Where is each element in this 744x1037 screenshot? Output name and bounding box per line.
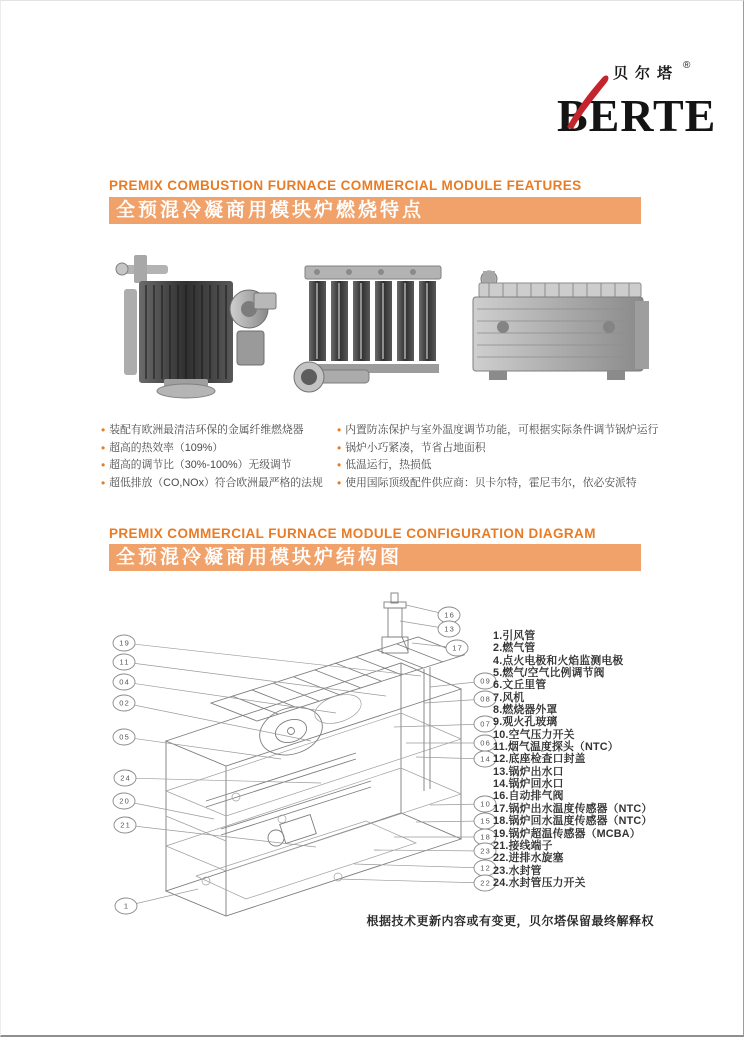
svg-text:20: 20: [119, 796, 130, 806]
parts-list-item: 21.接线端子: [493, 839, 553, 852]
svg-text:22: 22: [480, 878, 491, 888]
svg-text:15: 15: [480, 816, 491, 826]
svg-text:18: 18: [480, 832, 491, 842]
features-bullets-right: [337, 422, 659, 492]
diagram-callout: [394, 716, 496, 732]
diagram-callout: [416, 813, 496, 829]
product-photo-heat-exchanger-array: [289, 258, 458, 402]
feature-bullet: [337, 475, 659, 493]
svg-text:10: 10: [480, 799, 491, 809]
svg-text:07: 07: [480, 719, 491, 729]
parts-list-item: 13.锅炉出水口: [493, 765, 564, 778]
diagram-callout: [354, 860, 496, 876]
feature-bullet: [101, 457, 351, 475]
diagram-callouts-layer: [113, 605, 496, 914]
berte-logo: [555, 51, 715, 141]
logo-brand-cn: 贝尔塔: [613, 65, 680, 82]
parts-list-item: 14.锅炉回水口: [493, 778, 564, 791]
parts-list-item: 2.燃气管: [493, 642, 536, 655]
parts-list-item: 10.空气压力开关: [493, 728, 575, 741]
parts-list-item: 11.烟气温度探头（NTC）: [493, 741, 619, 754]
diagram-callout: [430, 673, 496, 689]
structure-section-banner: 全预混冷凝商用模块炉结构图: [109, 544, 641, 571]
svg-text:11: 11: [119, 657, 130, 667]
bullet-dot-icon: •: [101, 423, 106, 437]
bullet-text: 超高的调节比（30%-100%）无级调节: [109, 459, 292, 472]
parts-list-item: 7.风机: [493, 691, 525, 704]
svg-text:02: 02: [119, 698, 130, 708]
parts-list-item: 22.进排水旋塞: [493, 852, 564, 865]
features-section-banner: 全预混冷凝商用模块炉燃烧特点: [109, 197, 641, 224]
svg-text:1: 1: [123, 901, 130, 911]
svg-text:09: 09: [480, 676, 491, 686]
bullet-text: 超低排放（CO,NOx）符合欧洲最严格的法规: [109, 476, 323, 489]
diagram-callout: [115, 889, 198, 914]
bullet-dot-icon: •: [101, 440, 106, 455]
feature-bullet: [101, 475, 351, 493]
bullet-dot-icon: •: [337, 475, 342, 490]
parts-list-item: 18.锅炉回水温度传感器（NTC）: [493, 815, 653, 828]
parts-list-item: 23.水封管: [493, 864, 542, 877]
diagram-callout: [406, 735, 496, 751]
diagram-callout: [114, 770, 321, 786]
feature-bullet: [337, 440, 659, 458]
diagram-callout: [394, 829, 496, 845]
bullet-text: 低温运行，热损低: [345, 459, 432, 472]
berte-logo-graphic: [555, 51, 715, 141]
svg-text:06: 06: [480, 738, 491, 748]
svg-text:08: 08: [480, 694, 491, 704]
feature-bullet: [337, 422, 659, 440]
parts-list-item: 6.文丘里管: [493, 679, 547, 692]
bullet-dot-icon: •: [337, 423, 342, 437]
bullet-text: 锅炉小巧紧凑，节省占地面积: [345, 441, 486, 454]
parts-list-item: 19.锅炉超温传感器（MCBA）: [493, 827, 641, 840]
parts-list-item: 24.水封管压力开关: [493, 876, 586, 889]
parts-list-item: 4.点火电极和火焰监测电极: [493, 654, 624, 667]
parts-list-item: 16.自动排气阀: [493, 790, 564, 803]
diagram-callout: [400, 621, 460, 637]
feature-bullet: [101, 440, 351, 458]
product-photo-burner-module: [106, 251, 281, 406]
product-photo-module-boiler-block: [459, 263, 658, 398]
svg-text:24: 24: [120, 773, 131, 783]
heat-exchanger-array-image: [289, 258, 458, 397]
diagram-callout: [416, 751, 496, 767]
diagram-callout: [424, 691, 496, 707]
parts-list-item: 8.燃烧器外罩: [493, 704, 558, 717]
logo-brand-en: BERTE: [557, 90, 715, 141]
parts-list-item: 5.燃气/空气比例调节阀: [493, 667, 605, 680]
svg-text:19: 19: [119, 638, 130, 648]
diagram-callout: [406, 605, 460, 623]
diagram-callout: [113, 793, 214, 819]
feature-bullet: [101, 422, 351, 440]
boiler-wireframe-drawing: [166, 593, 464, 916]
feature-bullet: [337, 457, 659, 475]
diagram-callout: [338, 875, 496, 891]
parts-list-item: 12.底座检查口封盖: [493, 753, 586, 766]
diagram-callout: [113, 635, 421, 676]
bullet-text: 内置防冻保护与室外温度调节功能，可根据实际条件调节锅炉运行: [345, 424, 659, 436]
bullet-text: 使用国际顶级配件供应商：贝卡尔特，霍尼韦尔，依必安派特: [345, 476, 637, 489]
structure-section-header: PREMIX COMMERCIAL FURNACE MODULE CONFIGURATION DIAGRAM: [109, 526, 596, 541]
svg-text:23: 23: [480, 846, 491, 856]
module-boiler-block-image: [459, 263, 658, 393]
boiler-configuration-diagram: [86, 591, 506, 921]
diagram-callout: [113, 729, 281, 759]
registered-mark-icon: ®: [683, 60, 691, 71]
bullet-text: 装配有欧洲最清洁环保的金属纤维燃烧器: [109, 424, 304, 436]
svg-text:14: 14: [480, 754, 491, 764]
svg-text:04: 04: [119, 677, 130, 687]
parts-list-item: 17.锅炉出水温度传感器（NTC）: [493, 802, 653, 815]
bullet-dot-icon: •: [337, 440, 342, 455]
bullet-dot-icon: •: [101, 475, 106, 490]
features-section-header: PREMIX COMBUSTION FURNACE COMMERCIAL MODULE FEATURES: [109, 178, 582, 193]
features-bullets-left: [101, 422, 351, 492]
parts-list-item: 9.观火孔玻璃: [493, 716, 558, 729]
svg-text:05: 05: [119, 732, 130, 742]
parts-list: [493, 630, 652, 889]
diagram-callout: [430, 796, 496, 812]
parts-list-item: 1.引风管: [493, 630, 536, 642]
svg-text:17: 17: [452, 643, 463, 653]
svg-text:13: 13: [444, 624, 455, 634]
svg-text:16: 16: [444, 610, 455, 620]
disclaimer-footnote: 根据技术更新内容或有变更，贝尔塔保留最终解释权: [366, 914, 654, 928]
svg-text:21: 21: [120, 820, 131, 830]
bullet-dot-icon: •: [337, 458, 342, 473]
burner-module-image: [106, 251, 281, 401]
bullet-text: 超高的热效率（109%）: [109, 441, 224, 454]
svg-text:12: 12: [480, 863, 491, 873]
bullet-dot-icon: •: [101, 458, 106, 473]
